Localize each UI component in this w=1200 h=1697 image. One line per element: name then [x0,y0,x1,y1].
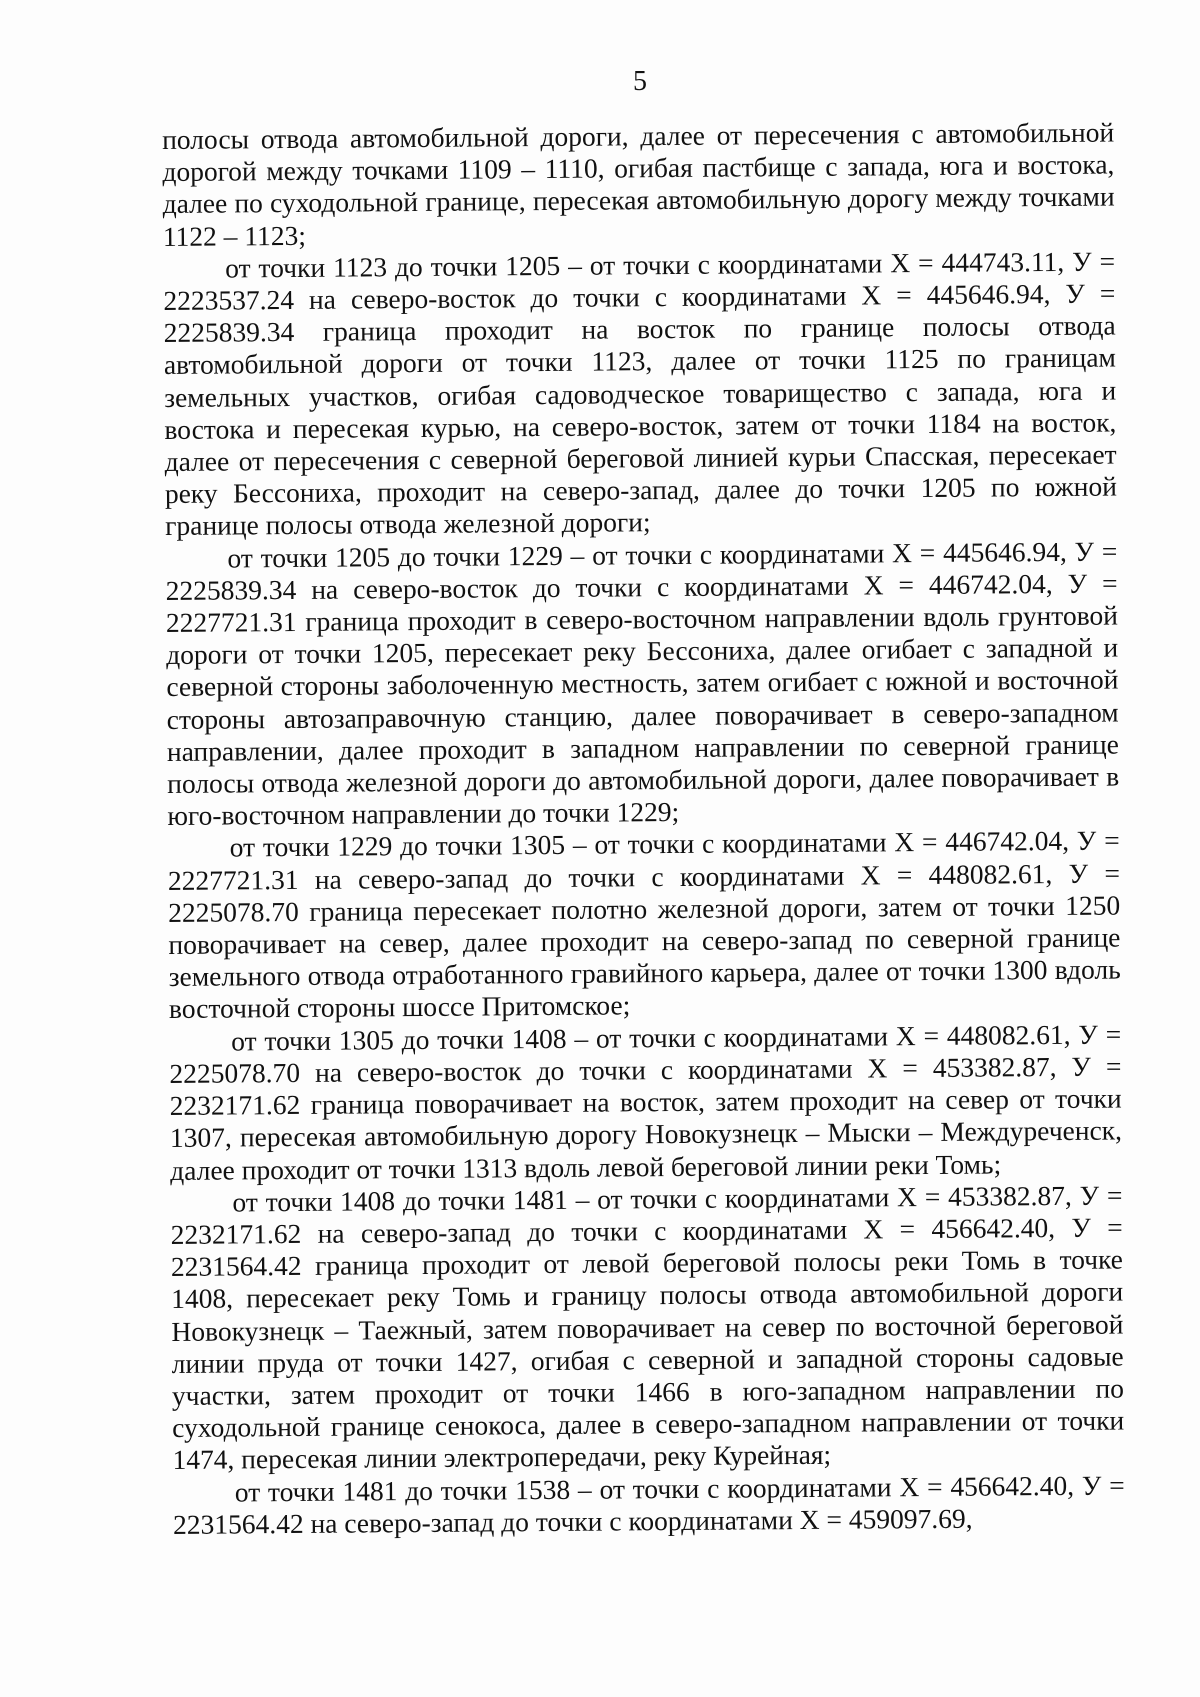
paragraph: полосы отвода автомобильной дороги, далее от пересечения с автомобильной дорогой между точками 1109 – 1110, огибая пастбище с запада, юга и востока, далее по суходольной границе, пересекая автомобильную дорогу между точками 1122 – 1123; [162,116,1115,252]
document-body [162,117,1125,1541]
paragraph: от точки 1305 до точки 1408 – от точки с координатами X = 448082.61, У = 2225078.70 на северо-восток до точки с координатами X = 453382.87, У = 2232171.62 граница поворачивает на восток, затем проходит на север от точки 1307, пересекая автомобильную дорогу Новокузнецк – Мыски – Междуреченск, далее проходит от точки 1313 вдоль левой береговой линии реки Томь; [169,1018,1123,1186]
paragraph: от точки 1123 до точки 1205 – от точки с координатами X = 444743.11, У = 2223537.24 на северо-восток до точки с координатами X = 445646.94, У = 2225839.34 граница проходит на восток по границе полосы отвода автомобильной дороги от точки 1123, далее от точки 1125 по границам земельных участков, огибая садоводческое товарищество с запада, юга и востока и пересекая курью, на северо-восток, затем от точки 1184 на восток, далее от пересечения с северной береговой линией курьи Спасская, пересекает реку Бессониха, проходит на северо-запад, далее до точки 1205 по южной границе полосы отвода железной дороги; [163,245,1117,542]
paragraph: от точки 1408 до точки 1481 – от точки с координатами X = 453382.87, У = 2232171.62 на северо-запад до точки с координатами X = 456642.40, У = 2231564.42 граница проходит от левой береговой полосы реки Томь в точке 1408, пересекает реку Томь и границу полосы отвода автомобильной дороги Новокузнецк – Таежный, затем поворачивает на север по восточной береговой линии пруда от точки 1427, огибая с северной и западной стороны садовые участки, затем проходит от точки 1466 в юго-западном направлении по суходольной границе сенокоса, далее в северо-западном направлении от точки 1474, пересекая линии электропередачи, реку Курейная; [170,1179,1125,1476]
paragraph: от точки 1229 до точки 1305 – от точки с координатами X = 446742.04, У = 2227721.31 на северо-запад до точки с координатами X = 448082.61, У = 2225078.70 граница пересекает полотно железной дороги, затем от точки 1250 поворачивает на север, далее проходит на северо-запад по северной границе земельного отвода отработанного гравийного карьера, далее от точки 1300 вдоль восточной стороны шоссе Притомское; [167,824,1121,1025]
paragraph: от точки 1481 до точки 1538 – от точки с координатами X = 456642.40, У = 2231564.42 на северо-запад до точки с координатами X = 459097.69, [172,1469,1125,1540]
paragraph: от точки 1205 до точки 1229 – от точки с координатами X = 445646.94, У = 2225839.34 на северо-восток до точки с координатами X = 446742.04, У = 2227721.31 граница проходит в северо-восточном направлении вдоль грунтовой дороги от точки 1205, пересекает реку Бессониха, далее огибает с западной и северной стороны заболоченную местность, затем огибает с южной и восточной стороны автозаправочную станцию, далее поворачивает в северо-западном направлении, далее проходит в западном направлении по северной границе полосы отвода железной дороги до автомобильной дороги, далее поворачивает в юго-восточном направлении до точки 1229; [165,535,1120,832]
page-number: 5 [633,66,647,97]
